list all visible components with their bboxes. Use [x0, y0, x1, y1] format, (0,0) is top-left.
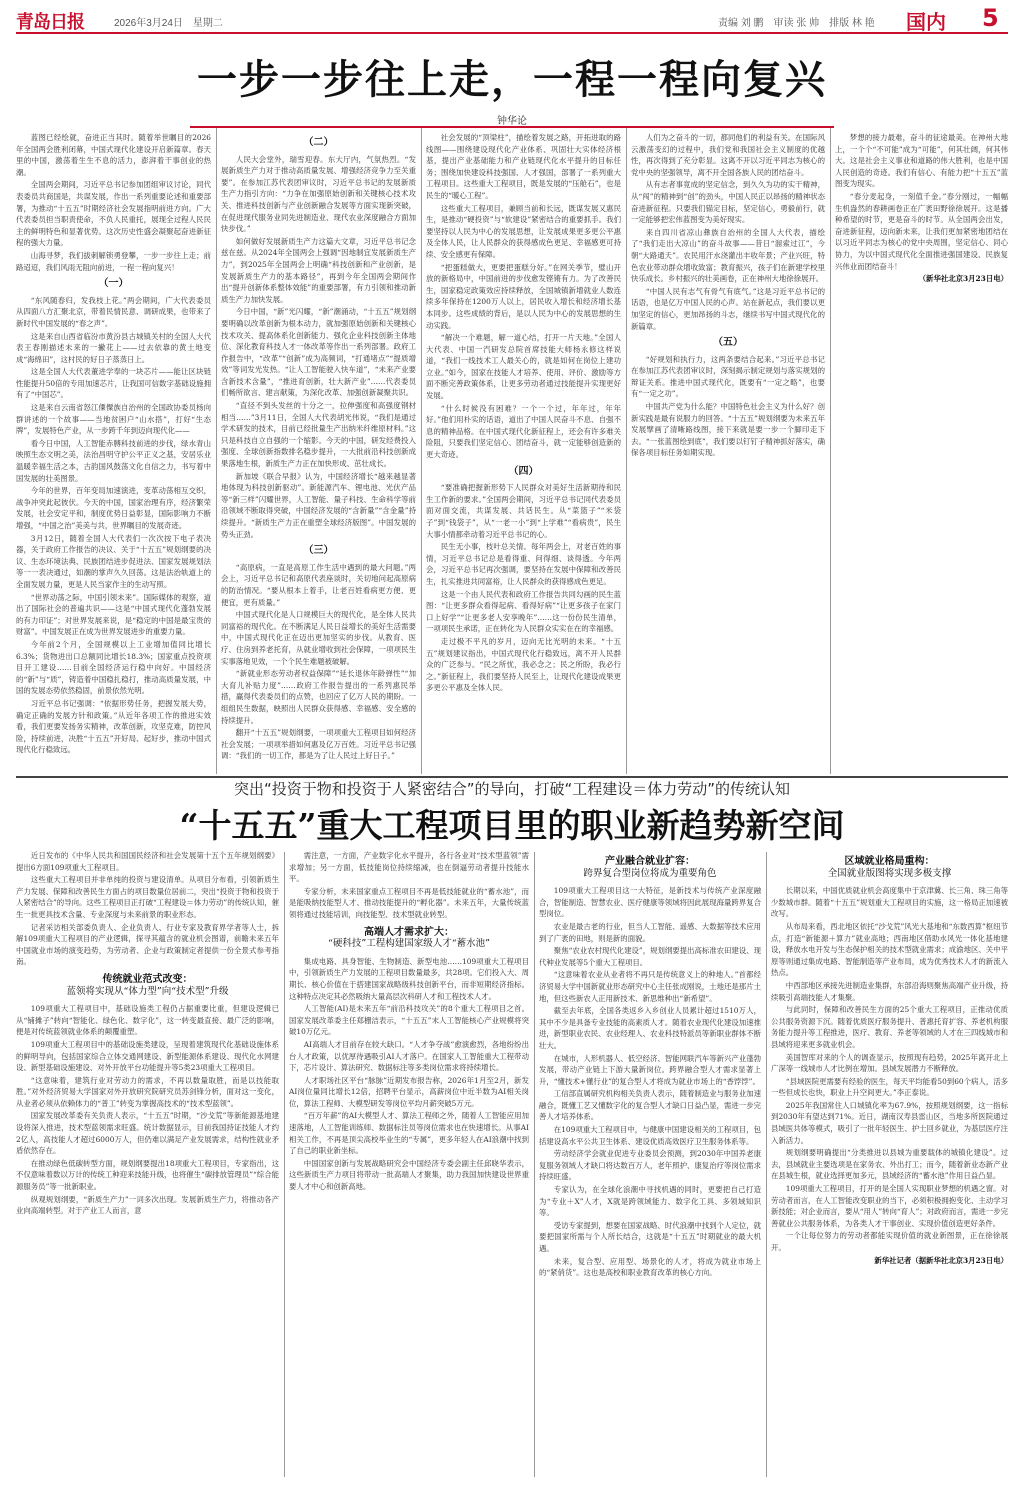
paragraph: 新加坡《联合早报》认为，中国经济增长“越来越显著地体现为科技创新驱动”。新能源汽车、锂电池、光伏产品等“新三样”闪耀世界，人工智能、量子科技、生命科学等前沿领域不断取得突破，中国经济发展的“含新量”“含金量”持续提升。“新质生产力正在重塑全球经济版图”。中国发展的势头正劲。 [221, 471, 416, 539]
paragraph: 这是来自山西省临汾市黄汾县古城镇关村的全国人大代表王春刚描述未来的一撇花上——过去依靠的黄土地变成“海绵田”，这村民的好日子蒸蒸日上。 [16, 331, 211, 364]
paragraph: 3月12日，随着全国人大代表们一次次按下电子表决器，关于政府工作报告的决议、关于“十五五”规划纲要的决议、生态环境法典、民族团结进步促进法、国家发展规划法等一一表决通过，如潮的掌声久久回荡。这是法治轨道上的全面发展力量，更是人民当家作主的生动写照。 [16, 533, 211, 589]
section-name: 国内 [906, 10, 946, 34]
paragraph: 人才职场社区平台“脉脉”近期发布报告称，2026年1月至2月，新发AI岗位量同比增长12倍，招聘平台显示，高薪岗位中近半数为AI相关岗位，算法工程师、大模型研发等岗位平均月薪突破5万元。 [289, 1075, 529, 1108]
paragraph: 今年前2个月，全国规模以上工业增加值同比增长6.3%；货物进出口总额同比增长18.3%；国家重点投资项目开工建设……目前全国经济运行稳中向好。中国经济的“新”与“质”，铸造着中国稳扎稳打，推动高质量发展，中国的发展态势依然稳固，前景依然光明。 [16, 639, 211, 696]
paragraph: 国家发展改革委有关负责人表示，“十五五”时期，“沙戈荒”等新能源基地建设将深入推进，技术型蓝领需求旺盛。统计数据显示，目前我国持证技能人才约2亿人，高技能人才超过6000万人，但仍难以满足产业发展需求，结构性就业矛盾依然存在。 [16, 1111, 279, 1156]
article2-headline: “十五五”重大工程项目里的职业新趋势新空间 [179, 806, 845, 845]
paragraph: “百万年薪”的AI大模型人才、算法工程师之外，随着人工智能应用加速落地，人工智能训练师、数据标注员等岗位需求也在快速增长。从事AI相关工作，不再是顶尖高校毕业生的“专属”，更多年轻人在AI浪潮中找到了自己的职业新坐标。 [289, 1111, 529, 1156]
paragraph: 需注意，一方面，产业数字化水平提升，各行各业对“技术型蓝领”需求增加；另一方面，低技能岗位持续缩减，也在倒逼劳动者提升技能水平。 [289, 851, 529, 884]
paragraph: 规划纲要明确提出“分类推进以县城为重要载体的城镇化建设”。过去，县域就业主要选项是在家务农、外出打工；而今，随着新业态新产业在县城生根，就业选择更加多元，县域经济的“蓄水池”作用日益凸显。 [771, 1148, 1008, 1181]
paragraph: “好规划和执行力，这两条要结合起来。”习近平总书记在参加江苏代表团审议时，深刻揭示制定规划与落实规划的辩证关系。推进中国式现代化，既要有“一定之略”，也要有“一定之功”。 [631, 354, 825, 399]
paragraph: 109项重大工程项目中的基础设施类建设，呈现着建筑现代化基础设施体系的鲜明导向，包括国家综合立体交通网建设、新型能源体系建设、现代化水网建设、新型基础设施建设、对外开放平台功能提升等5类23项重大工程项目。 [16, 1039, 279, 1073]
article2-column-1 [16, 850, 279, 1480]
article1-column-1 [16, 132, 211, 772]
article1-column-2 [221, 132, 416, 772]
paragraph: 今年的世界，百年变局加速演进，变革动荡相互交织，战争冲突此起彼伏。今天的中国，国家治理有序，经济繁荣发展，社会安定平和，制度优势日益彰显，国际影响力不断增强，“中国之治”美美与共，世界瞩目的发展奇迹。 [16, 486, 211, 530]
column-rule [766, 852, 767, 1477]
paragraph: 从布局来看，西北地区依托“沙戈荒”风光大基地和“东数西算”枢纽节点，打造“新能源＋算力”就业高地；西南地区借助水风光一体化基地建设，释放水电开发与生态保护相关的技术型就业需求；成渝地区、关中平原等则通过集成电路、智能制造等产业布局，成为优秀技术人才的新流入热点。 [771, 921, 1008, 978]
article1-headline-text: 一步一步往上走，一程一程向复兴 [197, 56, 827, 103]
subheading-2-sub: “硬科技”工程构建国家级人才“蓄水池” [328, 938, 490, 950]
subheading-2: 高端人才需求扩大： [364, 926, 454, 938]
paragraph: 这是来自云南省怒江傈僳族自治州的全国政协委员杨向群讲述的一个故事——当地贫困户“山水搭”，打好“生态牌”，发展特色产业，从一步跨千年到迈向现代化—— [16, 403, 211, 436]
article2-column-3 [539, 850, 761, 1480]
paragraph: 山海寻梦，我们拔刺解锁勇登攀，一步一步往上走；前路迢迢，我们风雨无阻向前进，一程一程向复兴！ [16, 250, 211, 272]
column-rule [216, 128, 217, 774]
paragraph: “把蛋糕做大，更要把蛋糕分好。”在网关季节，璧山开放的新格局中，中国前进的步伐愈发铿锵有力。为了改善民生，国家稳定政策效应持续释放，全国城镇新增就业人数连续多年保持在1200万人以上，居民收入增长和经济增长基本同步。这些成绩的背后，是以人民为中心的发展思想的生动实践。 [426, 262, 621, 330]
paragraph: “这意味着农业从业者将不再只是传统意义上的种地人。”首都经济贸易大学中国新就业形态研究中心主任张成刚说，土地还是那片土地，但这些新农人正用新技术、新思维种出“新希望”。 [539, 970, 761, 1003]
article2-signoff: 新华社记者（据新华社北京3月23日电） [874, 1255, 1008, 1265]
article1-byline: 钟华论 [497, 116, 527, 127]
paragraph: 2025年我国常住人口城镇化率为67.9%，按照规划纲要，这一指标到2030年有望达到71%。近日，湖南汉寿县雷山区，当地多所医院通过县域医共体等模式，吸引了一批年轻医生、护士回乡就业，为基层医疗注入新活力。 [771, 1100, 1008, 1145]
paragraph: 翻开“十五五”规划纲要，一项项重大工程项目如何经济社会发展；一项项举措如何惠及亿万百姓。习近平总书记强调：“我们的一切工作，都是为了让人民过上好日子。” [221, 728, 416, 761]
paragraph: 中国共产党为什么能？中国特色社会主义为什么好？创新实践是最有说服力的回答。“十五五”规划纲要为未来五年发展擘画了清晰路线图，接下来就是要一步一个脚印走下去。“一张蓝图绘到底”，我们要以钉钉子精神抓好落实，确保各项目标任务如期实现。 [631, 402, 825, 458]
article1-headline [0, 48, 1024, 105]
paragraph: 民生无小事，枝叶总关情。每年两会上，对老百姓的事情，习近平总书记总是看得重、问得细、谈得透。今年两会，习近平总书记再次强调，要坚持在发展中保障和改善民生，扎实推进共同富裕，让人民群众的获得感成色更足。 [426, 542, 621, 586]
paragraph: 在推动绿色低碳转型方面，规划纲要提出18项重大工程项目，专家指出，这不仅意味着数以万计的传统工种迎来技能升级，也将催生“碳排放管理员”“综合能源服务员”等一批新职业。 [16, 1158, 279, 1192]
paragraph: “高原病，一直是高原工作生活中遇到的最大问题。”两会上，习近平总书记和高原代表座谈时，关切地问起高原病的防治情况。“要从根本上着手，让老百姓看病更方便、更便宜，更有质量。” [221, 562, 416, 607]
paragraph: 中国国家创新与发展战略研究会中国经济专委会副主任邱晓华表示，这些新质生产力项目将带动一批高端人才聚集，助力我国加快建设世界重要人才中心和创新高地。 [289, 1158, 529, 1192]
paragraph: 劳动经济学会就业促进专业委员会预测，到2030年中国养老康复服务领域人才缺口将达数百万人，老年照护、康复治疗等岗位需求持续旺盛。 [539, 1149, 761, 1182]
paragraph: 这是一个由人民代表和政府工作报告共同勾画的民生蓝图：“让更多群众看得起病、看得好病”“让更多孩子在家门口上好学”“让更多老人安享晚年”……这一份份民生清单，一项项民生承诺，正在转化为人民群众实实在在的幸福感。 [426, 589, 621, 634]
section-heading-3: （三） [303, 545, 334, 557]
article1-column-3 [426, 132, 621, 772]
newspaper-logo: 青岛日报 [16, 12, 84, 33]
paragraph: 在109项重大工程项目中，与健康中国建设相关的工程项目，包括建设高水平公共卫生体系、建设优质高效医疗卫生服务体系等。 [539, 1125, 761, 1146]
paragraph: 聚焦“农业农村现代化建设”，规划纲要提出高标准农田建设、现代种业发展等5个重大工程项目。 [539, 946, 761, 967]
paragraph: 这些重大工程项目并非单纯的投资与建设清单。从项目分布看，引领新质生产力发展、保障和改善民生方面占的项目数量位居前二，突出“投资于物和投资于人紧密结合”的导向。这些工程项目正打破“工程建设＝体力劳动”的传统认知，催生一批更具技术含量、专业深度与未来前景的职业形态。 [16, 875, 279, 919]
column-rule [284, 852, 285, 1477]
paragraph: “要准确把握新形势下人民群众对美好生活新期待和民生工作新的要求。”全国两会期间，习近平总书记同代表委员面对面交流，共谋发展、共话民生。从“菜篮子”“米袋子”到“钱袋子”，从“一老一小”到“上学难”“看病贵”，民生大事小情都牵动着习近平总书记的心。 [426, 483, 621, 539]
paragraph: 人工智能(AI)是未来五年“前沿科技攻关”的8个重大工程项目之首。国家发展改革委主任郑栅洁表示，“十五五”末人工智能核心产业规模将突破10万亿元。 [289, 1004, 529, 1037]
paragraph: 在城市，人形机器人、低空经济、智能网联汽车等新兴产业蓬勃发展，带动产业链上下游大量新岗位。跨界融合型人才需求显著上升，“懂技术+懂行业”的复合型人才将成为就业市场上的“香饽饽”。 [539, 1053, 761, 1086]
paragraph: 从有志者事竟成的坚定信念，到久久为功的实干精神，从“闯”的精神到“创”的劲头，中国人民正以昂扬的精神状态奋进新征程。只要我们锚定目标，坚定信心，勇毅前行，就一定能够把宏伟蓝图变为美好现实。 [631, 180, 825, 225]
article2-column-4 [771, 850, 1008, 1480]
paragraph: “春分麦起身，一刻值千金。”春分刚过，一幅幅生机盎然的春耕画卷正在广袤田野徐徐展开。这是播种希望的时节，更是奋斗的时节。从全国两会出发，奋进新征程，迈向新未来，让我们更加紧密地团结在以习近平同志为核心的党中央周围，坚定信心、同心协力，为以中国式现代化全面推进强国建设、民族复兴伟业而团结奋斗！ [835, 191, 1008, 271]
paragraph: 蓝图已经绘就，奋进正当其时。随着举世瞩目的2026年全国两会胜利闭幕，中国式现代化建设开启新篇章。春天里的中国，激荡着生生不息的活力，澎湃着干事创业的热潮。 [16, 133, 211, 177]
paragraph: 社会发展的“顶梁柱”，描绘着发展之路，开拓进取的路线图——围绕建设现代化产业体系、巩固壮大实体经济根基，提出产业基础能力和产业链现代化水平提升的目标任务；围绕加快建设科技强国、人才强国，部署了一系列重大工程项目。这些重大工程项目，既是发展的“压舱石”，也是民生的“暖心工程”。 [426, 133, 621, 200]
paragraph: 走过极不平凡的岁月，迈向无比光明的未来。“十五五”规划建议指出，中国式现代化行稳致远，离不开人民群众的广泛参与。“民之所忧，我必念之；民之所盼，我必行之。”新征程上，我们要坚持人民至上，让现代化建设成果更多更公平惠及全体人民。 [426, 636, 621, 693]
subheading-1: 传统就业范式改变： [102, 973, 193, 985]
paragraph: 全国两会期间，习近平总书记参加团组审议讨论，同代表委员共商国是，共谋发展，作出一系列重要论述和重要部署，为推动“十五五”时期经济社会发展指明前进方向。广大代表委员担当职责使命，不负人民重托，展现全过程人民民主的鲜明特色和显著优势。这次历史性盛会凝聚起奋进新征程的强大力量。 [16, 180, 211, 248]
subheading-4-sub: 全国就业版图将实现多极支撑 [827, 867, 952, 879]
paragraph: “新就业形态劳动者权益保障”“延长退休年龄弹性”“加大育儿补贴力度”……政府工作报告提出的一系列惠民举措，赢得代表委员们的点赞，也回应了亿万人民的期盼。一组组民生数据，映照出人民群众获得感、幸福感、安全感的持续提升。 [221, 669, 416, 725]
paragraph: 看今日中国，人工智能赤膊科技前进的步伐，绿水青山映照生态文明之美，法治昌明守护公平正义之基，安居乐业温暖幸福生活之本，古韵国风鼓荡文化自信之力，书写着中国发展的壮美图景。 [16, 438, 211, 483]
article1-column-5 [835, 132, 1008, 772]
article1-column-4 [631, 132, 825, 772]
paragraph: 美国智库对来的个人的调查显示，按照现有趋势，2025年离开北上广深等一线城市人才比例在增加。县域发展潜力不断释放。 [771, 1052, 1008, 1074]
paragraph: “解决一个难题，解一道心结，打开一片天地。”全国人大代表、中国一汽研发总院首席技能大师杨永修这样说道，“我们一线技术工人最关心的，就是如何在岗位上建功立业。”如今，国家在技能人才培养、使用、评价、激励等方面不断完善政策体系，让更多劳动者通过技能提升实现更好发展。 [426, 333, 621, 401]
paragraph: “这意味着，建筑行业对劳动力的需求，不再以数量取胜，而是以技能取胜。”对外经济贸易大学国家对外开放研究院研究员苏剑锋分析，面对这一变化，从业者必须从依赖体力的“普工”转变为掌握高技术的“技术型蓝领”。 [16, 1075, 279, 1108]
paragraph: 中国式现代化是人口规模巨大的现代化，是全体人民共同富裕的现代化。在不断满足人民日益增长的美好生活需要中，中国式现代化正在迈出更加坚实的步伐。从教育、医疗、住房到养老托育，从就业增收到社会保障，一项项民生实事落地见效，一个个民生难题被破解。 [221, 610, 416, 666]
paragraph: 如何做好发展新质生产力这篇大文章，习近平总书记念兹在兹。从2024年全国两会上强调“因地制宜发展新质生产力”，到2025年全国两会上明确“科技创新和产业创新，是发展新质生产力的基本路径”，再到今年全国两会期间作出“提升创新体系整体效能”的重要部署，有力引领和推动新质生产力加快发展。 [221, 236, 416, 304]
subheading-3: 产业融合就业扩容： [605, 856, 695, 867]
column-rule [534, 852, 535, 1477]
paragraph: 人们为之奋斗的一切，都同他们的利益有关。在国际风云激荡变幻的过程中，我们党和我国社会主义制度的优越性，再次得到了充分彰显。这离不开以习近平同志为核心的党中央的坚强领导，离不开全国各族人民的团结奋斗。 [631, 133, 825, 177]
subheading-1-sub: 蓝领将实现从“体力型”向“技术型”升级 [66, 985, 229, 997]
paragraph: 梦想的接力最难，奋斗的征途最美。在神州大地上，一个个“不可能”成为“可能”，何其壮阔，何其伟大。这是社会主义事业和道路的伟大胜利，也是中国人民创造的奇迹。我们有信心、有能力把“十五五”蓝图变为现实。 [835, 133, 1008, 189]
paragraph: 一个让每位努力的劳动者都能实现价值的就业新图景，正在徐徐展开。 [771, 1231, 1008, 1252]
section-heading-4: （四） [508, 465, 539, 477]
paragraph: 近日发布的《中华人民共和国国民经济和社会发展第十五个五年规划纲要》提出6方面109项重大工程项目。 [16, 851, 279, 872]
paragraph: 109项重大工程项目，打开的是全国人实现职业梦想的机遇之窗。对劳动者而言，在人工智能改变职业的当下，必须积极拥抱变化、主动学习新技能；对企业而言，要从“用人”转向“育人”；对政府而言，需进一步完善就业公共服务体系，为各类人才干事创业、实现价值创造更好条件。 [771, 1184, 1008, 1228]
paragraph: 来自四川省凉山彝族自治州的全国人大代表，描绘了“我们走出大凉山”的奋斗故事——昔日“溜索过江”，今朝“大路通天”。农民用汗水浇灌出丰收年景；产业兴旺，特色农业带动群众增收致富；教育振兴，孩子们在新建学校里快乐成长。乡村振兴的壮美画卷，正在神州大地徐徐展开。 [631, 227, 825, 284]
paragraph: 这是全国人大代表董进学奉的一块芯片——能让区块链性能提升50倍的专用加速芯片，让我国可信数字基础设施拥有了“中国芯”。 [16, 367, 211, 400]
paragraph: 工信部直属研究机构相关负责人表示，随着制造业与服务业加速融合，既懂工艺又懂数字化的复合型人才缺口日益凸显，需进一步完善人才培养体系。 [539, 1089, 761, 1122]
paragraph: 中西部地区承接先进制造业集群，东部沿海则聚焦高端产业升级，持续吸引高端技能人才集聚。 [771, 980, 1008, 1002]
column-rule [830, 128, 831, 774]
subheading-4: 区域就业格局重构： [844, 856, 935, 867]
paragraph: 受访专家提到，想要在国家战略、时代浪潮中找到个人定位，就要把国家所需与个人所长结合，这就是“十五五”时期就业的最大机遇。 [539, 1220, 761, 1253]
paragraph: 与此同时，保障和改善民生方面的25个重大工程项目，正推动优质公共服务资源下沉。随着优质医疗服务提升、普惠托育扩容、养老机构服务能力提升等工程推进，医疗、教育、养老等领域的人才在三四线城市和县域将迎来更多就业机会。 [771, 1005, 1008, 1049]
paragraph: 农业是最古老的行业，但当人工智能、遥感、大数据等技术应用到了广袤的田地，则是新的面貌。 [539, 921, 761, 943]
column-rule [626, 128, 627, 774]
subheading-3-sub: 跨界复合型岗位将成为重要角色 [583, 867, 717, 879]
paragraph: 109项重大工程项目中，基础设施类工程仍占据重要比重，但建设逻辑已从“铺摊子”转向“智能化、绿色化、数字化”，这一转变最直接、最广泛的影响，便是对传统蓝领就业体系的颠覆重塑。 [16, 1004, 279, 1037]
section-heading-2: （二） [303, 137, 334, 148]
article2-column-2 [289, 850, 529, 1480]
editor-credits: 责编 刘 鹏 审读 张 帅 排版 林 艳 [718, 18, 875, 29]
paragraph: 专家认为，在全球化浪潮中寻找机遇的同时，更要把自己打造为“专业＋X”人才，X就是跨领域能力、数字化工具、多领域知识等。 [539, 1185, 761, 1218]
paragraph: 这些重大工程项目，兼顾当前和长远，既谋发展又惠民生，是推动“硬投资”与“软建设”紧密结合的重要抓手。我们要坚持以人民为中心的发展思想，让发展成果更多更公平惠及全体人民，让人民群众的获得感成色更足、幸福感更可持续、安全感更有保障。 [426, 203, 621, 259]
issue-date: 2026年3月24日 星期二 [114, 18, 223, 29]
article1-signoff: （新华社北京3月23日电） [918, 274, 1008, 284]
paragraph: “县域医院更需要有经验的医生，每天平均能看50到60个病人，活多一些但成长也快，职业上升空间更大。”李正泰说。 [771, 1076, 1008, 1098]
paragraph: 未来，复合型、应用型、场景化的人才，将成为就业市场上的“紧俏货”。这也是高校和职业教育改革的核心方向。 [539, 1256, 761, 1278]
paragraph: “什么时候没有困难？一个一个过，年年过，年年好。”他们用朴实的话语，道出了中国人民奋斗不息、自强不息的精神品格。在中国式现代化新征程上，还会有许多难关险阻，只要我们坚定信心、团结奋斗，就一定能够创造新的更大奇迹。 [426, 403, 621, 460]
paragraph: AI高端人才目前存在较大缺口。“人才争夺战”愈演愈烈，各地纷纷出台人才政策，以优厚待遇吸引AI人才落户。在国家人工智能重大工程带动下，芯片设计、算法研究、数据标注等多类岗位需求将持续增长。 [289, 1039, 529, 1073]
article2-kicker: 突出“投资于物和投资于人紧密结合”的导向，打破“工程建设＝体力劳动”的传统认知 [233, 780, 791, 798]
paragraph: 纵观规划纲要，“新质生产力”一词多次出现。发展新质生产力，将推动各产业向高端转型。对于产业工人而言，意 [16, 1194, 279, 1216]
paragraph: “直径不到头发丝的十分之一，拉伸强度和高强度钢材相当……”3月11日，全国人大代表胡光伟说，“我们是通过学术研发的技术，目前已经批量生产出纳米纤维原材料。”这只是科技自立自强的一个缩影。今天的中国，研发经费投入强度、全球创新指数排名稳步提升，一大批前沿科技创新成果落地生根，新质生产力正在加快形成、茁壮成长。 [221, 401, 416, 469]
masthead [16, 6, 1008, 34]
paragraph: 截至去年底，全国各类返乡入乡创业人员累计超过1510万人，其中不少是具备专业技能的高素质人才。随着农业现代化建设加速推进，新型职业农民、农业经理人、农业科技特派员等新职业群体不断壮大。 [539, 1006, 761, 1050]
paragraph: 专家分析，未来国家重点工程项目不再是低技能就业的“蓄水池”，而是能吸纳技能型人才、推动技能提升的“孵化器”。未来五年，大量传统蓝领将通过技能培训，向技能型、技术型就业转型。 [289, 886, 529, 919]
lead-paragraphs [16, 132, 211, 273]
paragraph: 记者采访相关部委负责人、企业负责人、行业专家及教育界学者等人士，拆解109项重大工程项目的产业逻辑，探寻其蕴含的就业机会图谱，前瞻未来五年中国就业市场的演变趋势，为劳动者、企业与政策制定者提供一份全景式参考指南。 [16, 922, 279, 967]
paragraph: 习近平总书记强调：“依据形势任务，把握发展大势，确定正确的发展方针和政策。”从近年各项工作的推进实效看，我们更要发扬务实精神，改革创新，攻坚克难，防控风险，持续前进，决胜“十五五”开好局、起好步，推动中国式现代化行稳致远。 [16, 698, 211, 755]
paragraph: 集成电路、具身智能、生物制造、新型电池……109项重大工程项目中，引领新质生产力发展的工程项目数量最多，共28项。它们投入大、周期长、核心价值在于搭建国家战略级科技创新平台，而非短期经济指标。这种特点决定其必然吸纳大量高层次科研人才和工程技术人才。 [289, 956, 529, 1001]
column-rule [421, 128, 422, 774]
section-heading-1: （一） [98, 278, 129, 290]
paragraph: “中国人民有志气有骨气有底气。”这是习近平总书记的话语，也是亿万中国人民的心声。站在新起点，我们要以更加坚定的信心，更加昂扬的斗志，继续书写中国式现代化的新篇章。 [631, 286, 825, 331]
paragraph: 109项重大工程项目这一大特征，是新技术与传统产业深度融合，智能制造、智慧农业、医疗健康等领域将因此展现海量跨界复合型岗位。 [539, 886, 761, 919]
paragraph: 今日中国，“新”光闪耀，“新”潮涌动，“十五五”规划纲要明确以改革创新为根本动力，就加强原始创新和关键核心技术攻关、提高体系化创新能力、强化企业科技创新主体地位、深化教育科技人才一体改革等作出一系列部署。政府工作报告中，“改革”“创新”成为高频词，“打通堵点”“提质增效”等词发光发热。“让人工智能驶入快车道”，“未来产业要含新技术含量”，“推进育创新，壮大新产业”……代表委员们畅所欲言、建言献策，为深化改革、加强创新凝聚共识。 [221, 307, 416, 398]
paragraph: 长期以来，中国优质就业机会高度集中于京津冀、长三角、珠三角等少数城市群。随着“十五五”规划重大工程项目的实施，这一格局正加速被改写。 [771, 886, 1008, 919]
section-heading-5: （五） [713, 337, 743, 349]
paragraph: “世界动荡之际，中国引领未来”。国际媒体的观察，道出了国际社会的普遍共识——这是“中国式现代化蓬勃发展的有力印证”；对世界发展来说，是“稳定的中国是最宝贵的财富”。中国发展正在成为世界发展进步的重要力量。 [16, 592, 211, 637]
paragraph: 人民大会堂外，瑞雪迎春。东大厅内，气氛热烈。“发展新质生产力对于推动高质量发展、增强经济竞争力至关重要”。在参加江苏代表团审议时，习近平总书记的发展新质生产力指引方向：“力争在加强原始创新和关键核心技术攻关、推进科技创新与产业创新融合发展等方面实现新突破，在促进现代服务业同先进制造业、现代农业深度融合方面加快步伐。” [221, 154, 416, 234]
paragraph: “东风随春归，发我枝上花。”两会期间，广大代表委员从四面八方汇聚北京，带着民情民意、调研成果，也带来了新时代中国发展的“春之声”。 [16, 295, 211, 328]
page-number: 5 [982, 4, 999, 32]
